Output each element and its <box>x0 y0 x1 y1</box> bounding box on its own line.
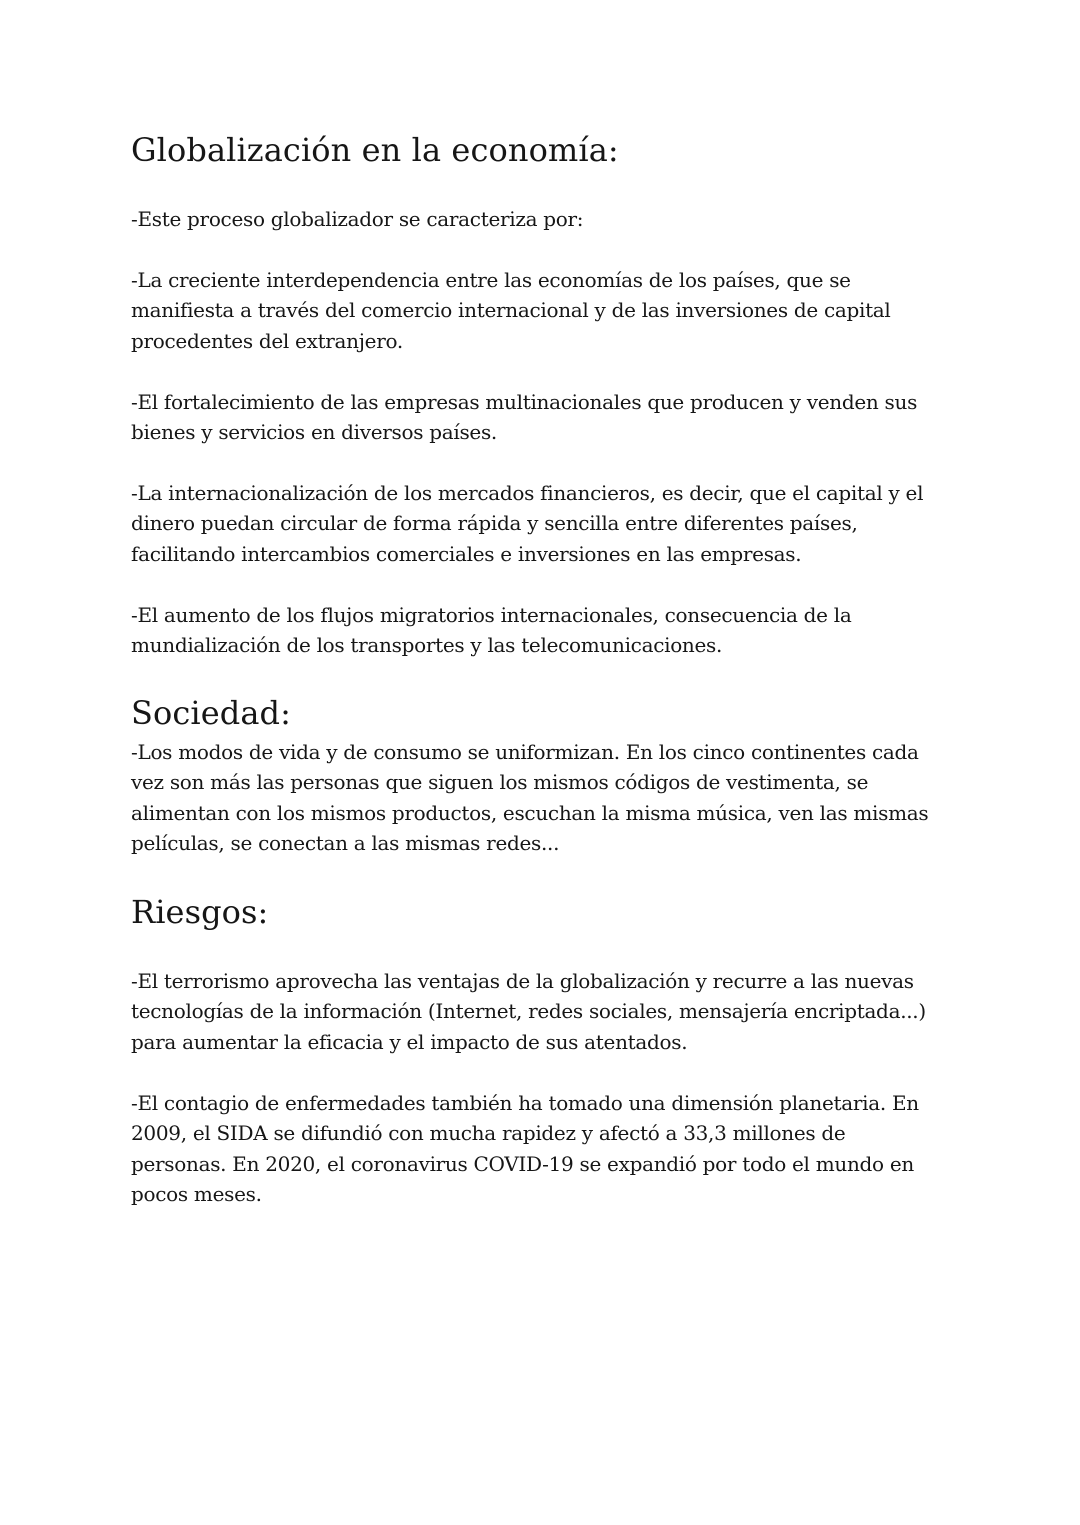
economia-paragraph-4 <box>131 600 961 661</box>
economia-intro: -Este proceso globalizador se caracteriza por: <box>131 207 584 231</box>
text-line: tecnologías de la información (Internet, redes sociales, mensajería encriptada...) <box>131 999 926 1024</box>
text-line: alimentan con los mismos productos, escuchan la misma música, ven las mismas <box>131 800 929 825</box>
text-line: personas. En 2020, el coronavirus COVID-19 se expandió por todo el mundo en <box>131 1151 914 1176</box>
sociedad-heading: Sociedad: <box>131 694 292 732</box>
text-line: dinero puedan circular de forma rápida y sencilla entre diferentes países, <box>131 511 858 536</box>
text-line: mundialización de los transportes y las telecomunicaciones. <box>131 633 723 658</box>
riesgos-paragraph-2 <box>131 1088 961 1210</box>
economia-paragraph-3 <box>131 478 961 569</box>
text-line: películas, se conectan a las mismas redes... <box>131 831 560 856</box>
text-line: pocos meses. <box>131 1182 262 1207</box>
text-line: para aumentar la eficacia y el impacto de sus atentados. <box>131 1029 688 1054</box>
riesgos-heading: Riesgos: <box>131 893 269 931</box>
text-line: bienes y servicios en diversos países. <box>131 420 497 445</box>
economia-paragraph-1 <box>131 265 961 356</box>
text-line: -El fortalecimiento de las empresas multinacionales que producen y venden sus <box>131 390 918 414</box>
text-line: procedentes del extranjero. <box>131 328 403 353</box>
sociedad-paragraph-1 <box>131 737 961 859</box>
text-line: facilitando intercambios comerciales e inversiones en las empresas. <box>131 541 802 566</box>
economia-heading: Globalización en la economía: <box>131 131 619 169</box>
text-line: 2009, el SIDA se difundió con mucha rapidez y afectó a 33,3 millones de <box>131 1121 846 1146</box>
text-line: vez son más las personas que siguen los mismos códigos de vestimenta, se <box>131 770 869 795</box>
text-line: -El contagio de enfermedades también ha tomado una dimensión planetaria. En <box>131 1091 919 1115</box>
text-line: -Los modos de vida y de consumo se uniformizan. En los cinco continentes cada <box>131 740 919 764</box>
text-line: manifiesta a través del comercio internacional y de las inversiones de capital <box>131 298 891 323</box>
text-line: -La creciente interdependencia entre las economías de los países, que se <box>131 268 851 292</box>
text-line: -La internacionalización de los mercados financieros, es decir, que el capital y el <box>131 481 924 505</box>
riesgos-paragraph-1 <box>131 966 961 1057</box>
text-line: -El terrorismo aprovecha las ventajas de la globalización y recurre a las nuevas <box>131 969 914 993</box>
economia-paragraph-2 <box>131 387 961 448</box>
text-line: -El aumento de los flujos migratorios internacionales, consecuencia de la <box>131 603 852 627</box>
